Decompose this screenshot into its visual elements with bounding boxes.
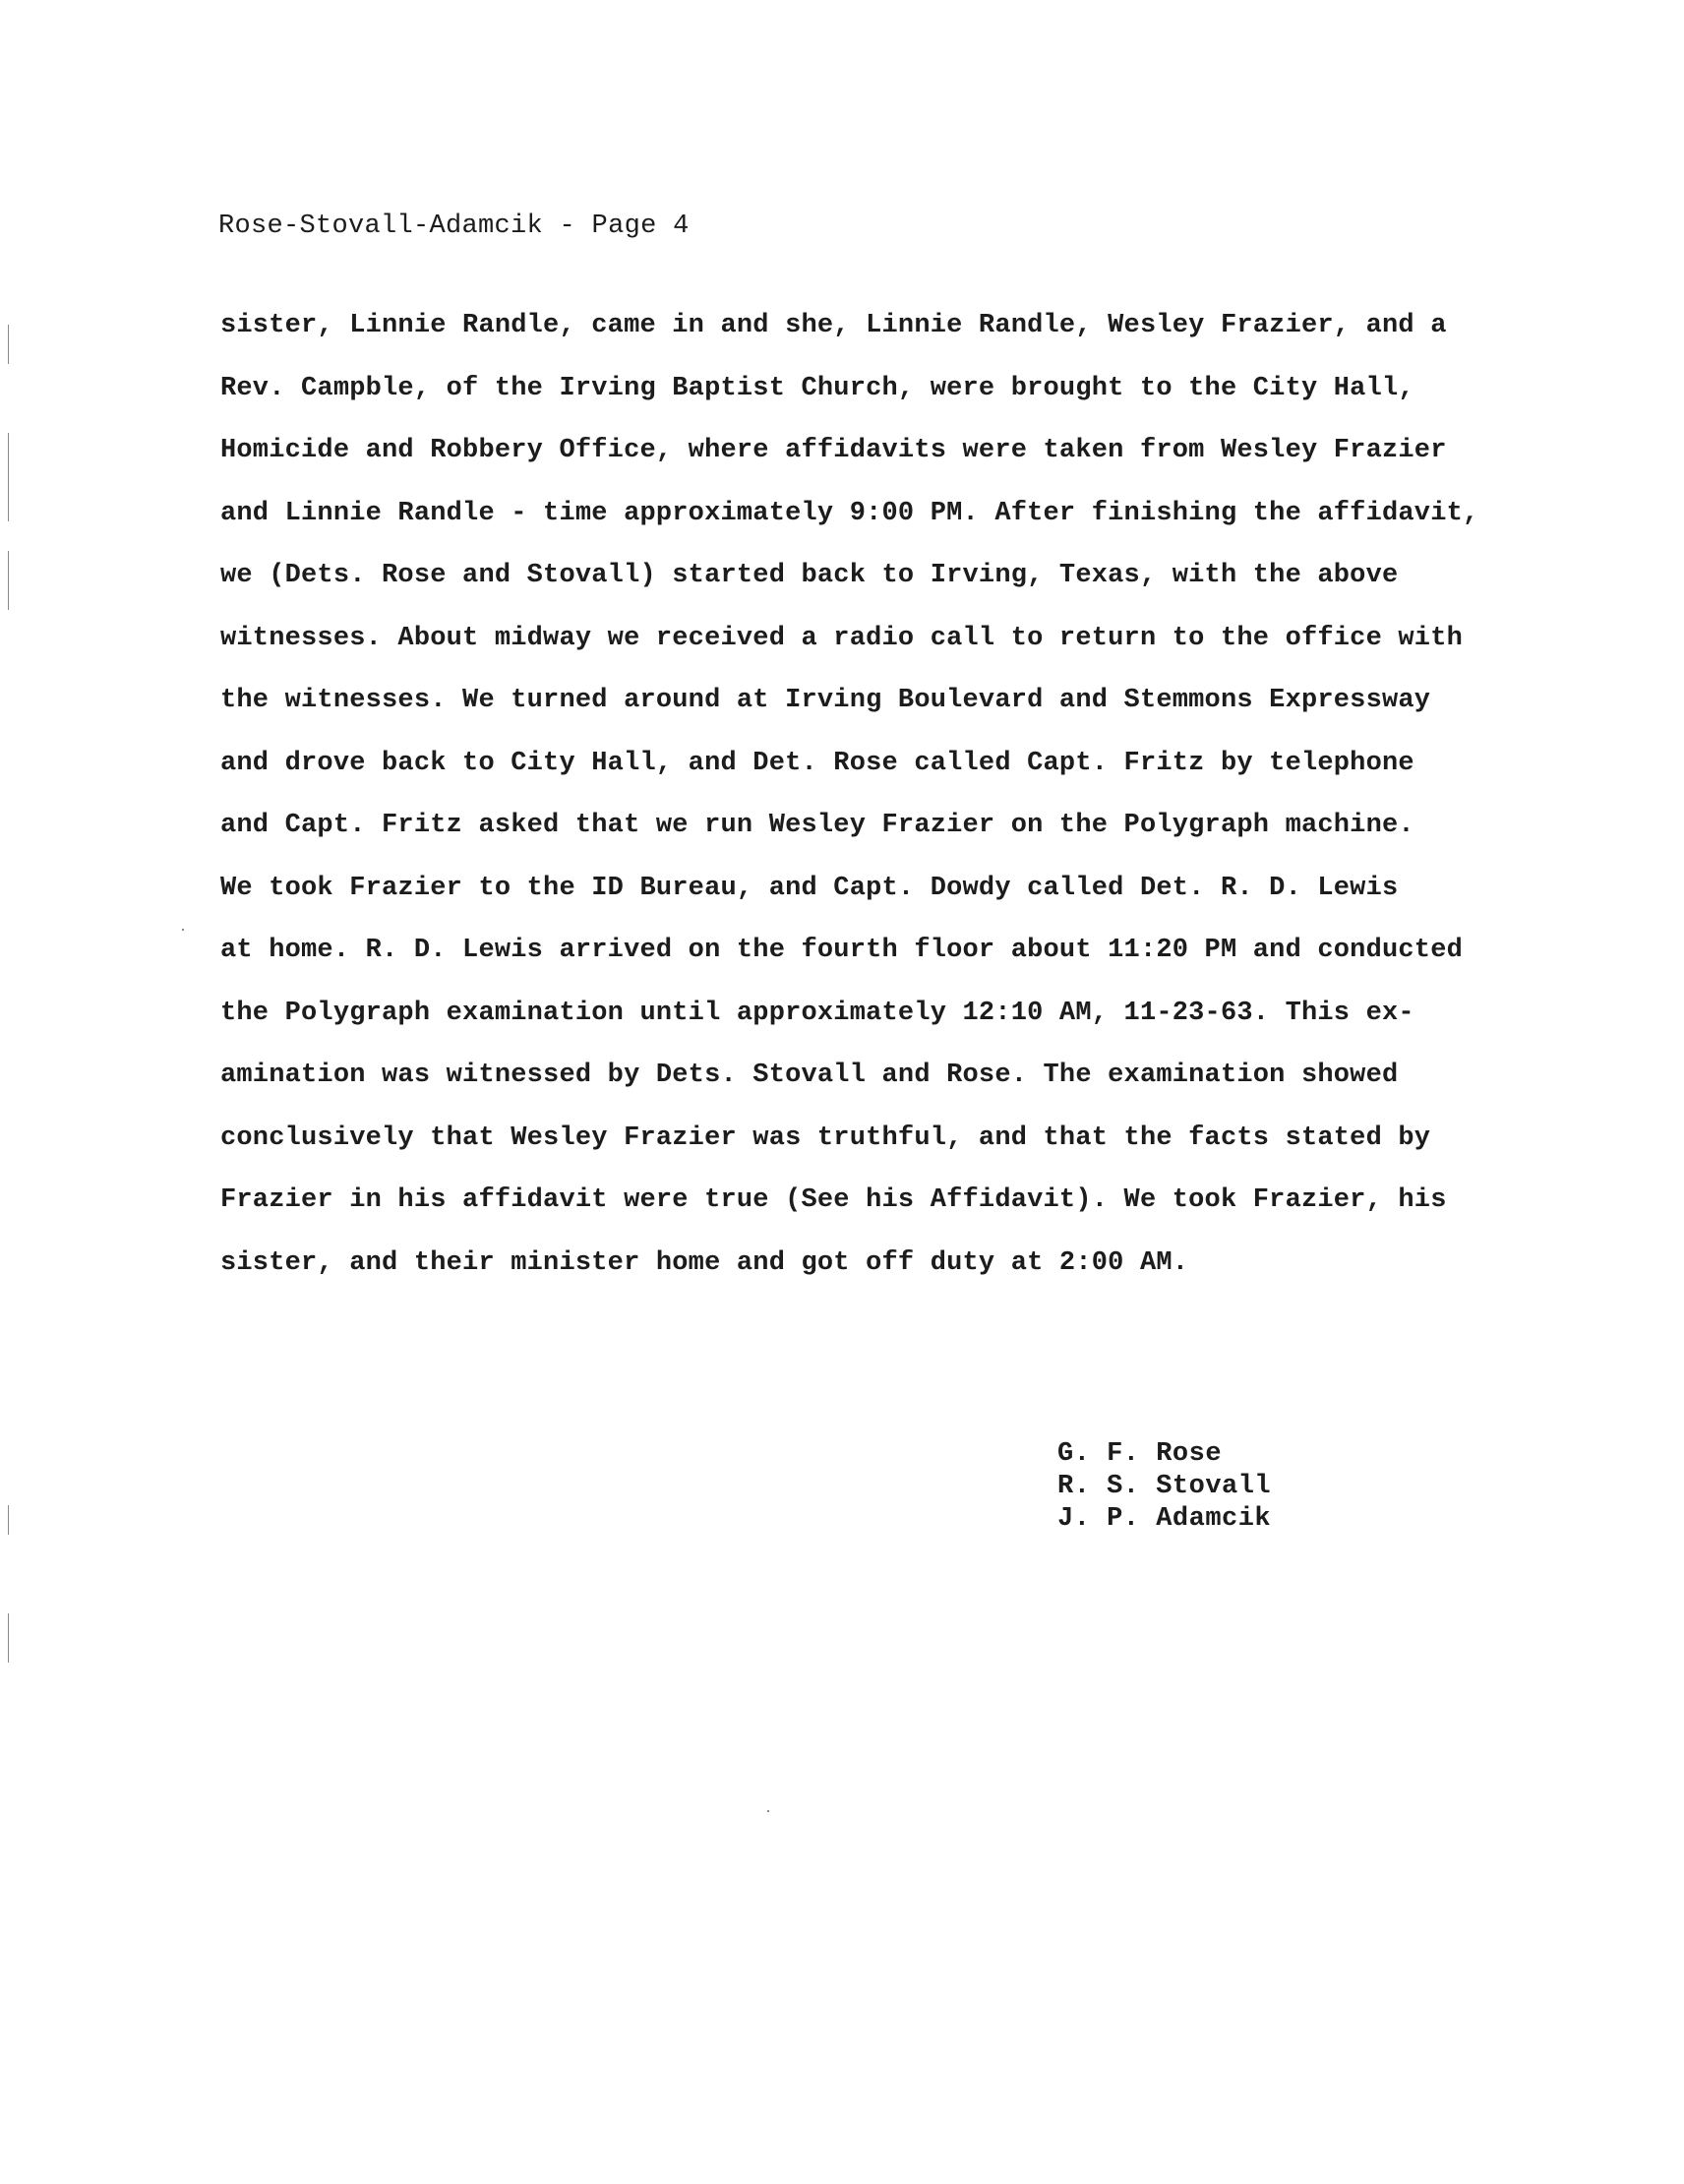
scan-edge-mark	[8, 325, 9, 364]
report-line: at home. R. D. Lewis arrived on the fourth floor about 11:20 PM and conducted	[220, 936, 1464, 965]
signature-name: J. P. Adamcik	[1057, 1504, 1272, 1534]
report-line: witnesses. About midway we received a radio call to return to the office with	[220, 623, 1464, 653]
signature-name: R. S. Stovall	[1057, 1472, 1272, 1501]
report-line: We took Frazier to the ID Bureau, and Capt. Dowdy called Det. R. D. Lewis	[220, 873, 1399, 903]
scan-edge-mark	[8, 433, 9, 521]
page-header: Rose-Stovall-Adamcik - Page 4	[218, 212, 690, 241]
scan-edge-mark	[8, 551, 9, 610]
report-line: the Polygraph examination until approximately 12:10 AM, 11-23-63. This ex-	[220, 998, 1414, 1028]
scan-edge-mark	[8, 1505, 9, 1535]
report-line: conclusively that Wesley Frazier was truthful, and that the facts stated by	[220, 1122, 1431, 1153]
scan-edge-mark	[8, 1613, 9, 1663]
report-line: and Capt. Fritz asked that we run Wesley Frazier on the Polygraph machine.	[220, 811, 1414, 840]
signature-name: G. F. Rose	[1057, 1439, 1223, 1469]
report-line: Frazier in his affidavit were true (See his Affidavit). We took Frazier, his	[220, 1185, 1447, 1215]
report-line: Rev. Campble, of the Irving Baptist Church, were brought to the City Hall,	[220, 373, 1414, 403]
report-body	[220, 309, 1538, 1308]
report-line: amination was witnessed by Dets. Stovall and Rose. The examination showed	[220, 1061, 1399, 1090]
report-line: sister, Linnie Randle, came in and she, Linnie Randle, Wesley Frazier, and a	[220, 311, 1447, 340]
report-line: sister, and their minister home and got off duty at 2:00 AM.	[220, 1247, 1189, 1278]
report-line: and Linnie Randle - time approximately 9:00 PM. After finishing the affidavit,	[220, 498, 1479, 528]
scan-dot	[182, 929, 184, 931]
report-line: and drove back to City Hall, and Det. Rose called Capt. Fritz by telephone	[220, 748, 1414, 778]
signature-block	[1057, 1438, 1271, 1536]
report-line: the witnesses. We turned around at Irving Boulevard and Stemmons Expressway	[220, 686, 1431, 715]
report-line: Homicide and Robbery Office, where affidavits were taken from Wesley Frazier	[220, 436, 1447, 465]
scan-dot	[767, 1810, 769, 1812]
report-line: we (Dets. Rose and Stovall) started back to Irving, Texas, with the above	[220, 561, 1399, 590]
